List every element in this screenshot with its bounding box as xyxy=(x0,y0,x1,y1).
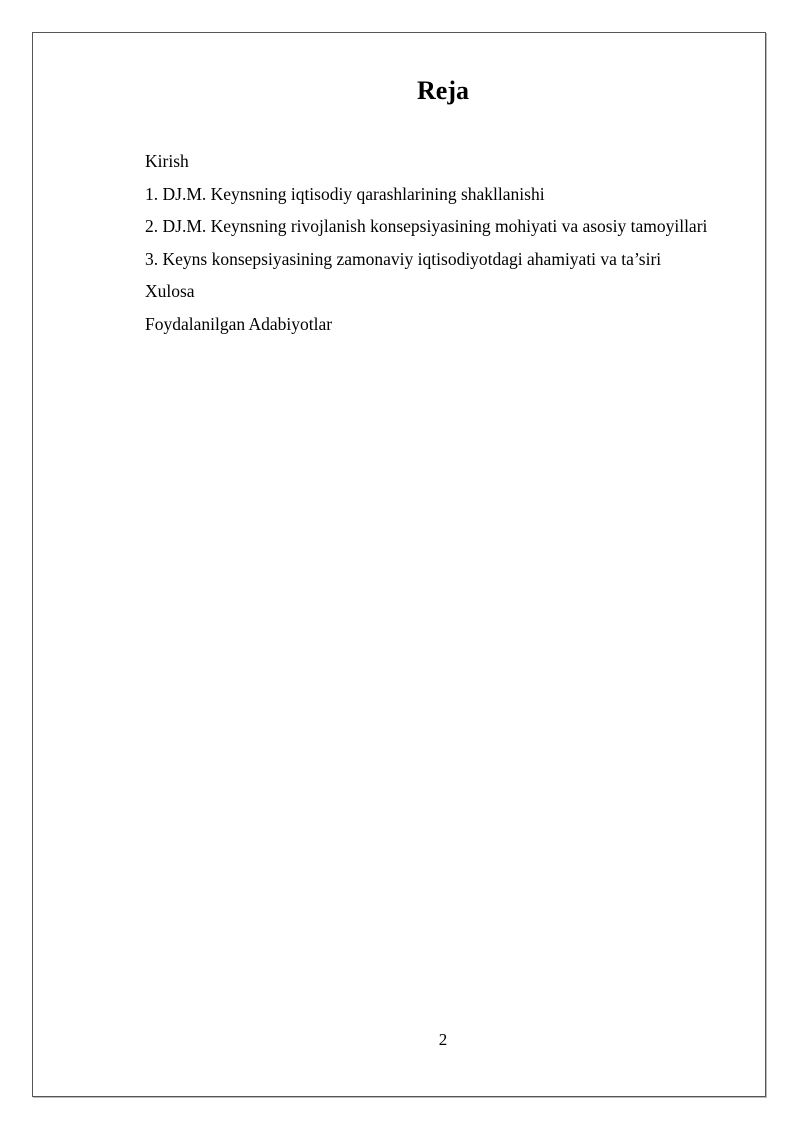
toc-item-conclusion: Xulosa xyxy=(145,281,195,302)
toc-item-introduction: Kirish xyxy=(145,151,189,171)
toc-item-chapter-1: 1. DJ.M. Keynsning iqtisodiy qarashlarining shakllanishi xyxy=(145,183,545,204)
page-number: 2 xyxy=(438,1030,448,1049)
table-of-contents xyxy=(145,145,707,341)
toc-item-chapter-3: 3. Keyns konsepsiyasining zamonaviy iqtisodiyotdagi ahamiyati va ta’siri xyxy=(145,248,662,269)
page-title: Reja xyxy=(417,76,469,105)
toc-item-chapter-2: 2. DJ.M. Keynsning rivojlanish konsepsiyasining mohiyati va asosiy tamoyillari xyxy=(145,216,708,237)
toc-item-references: Foydalanilgan Adabiyotlar xyxy=(145,313,333,334)
